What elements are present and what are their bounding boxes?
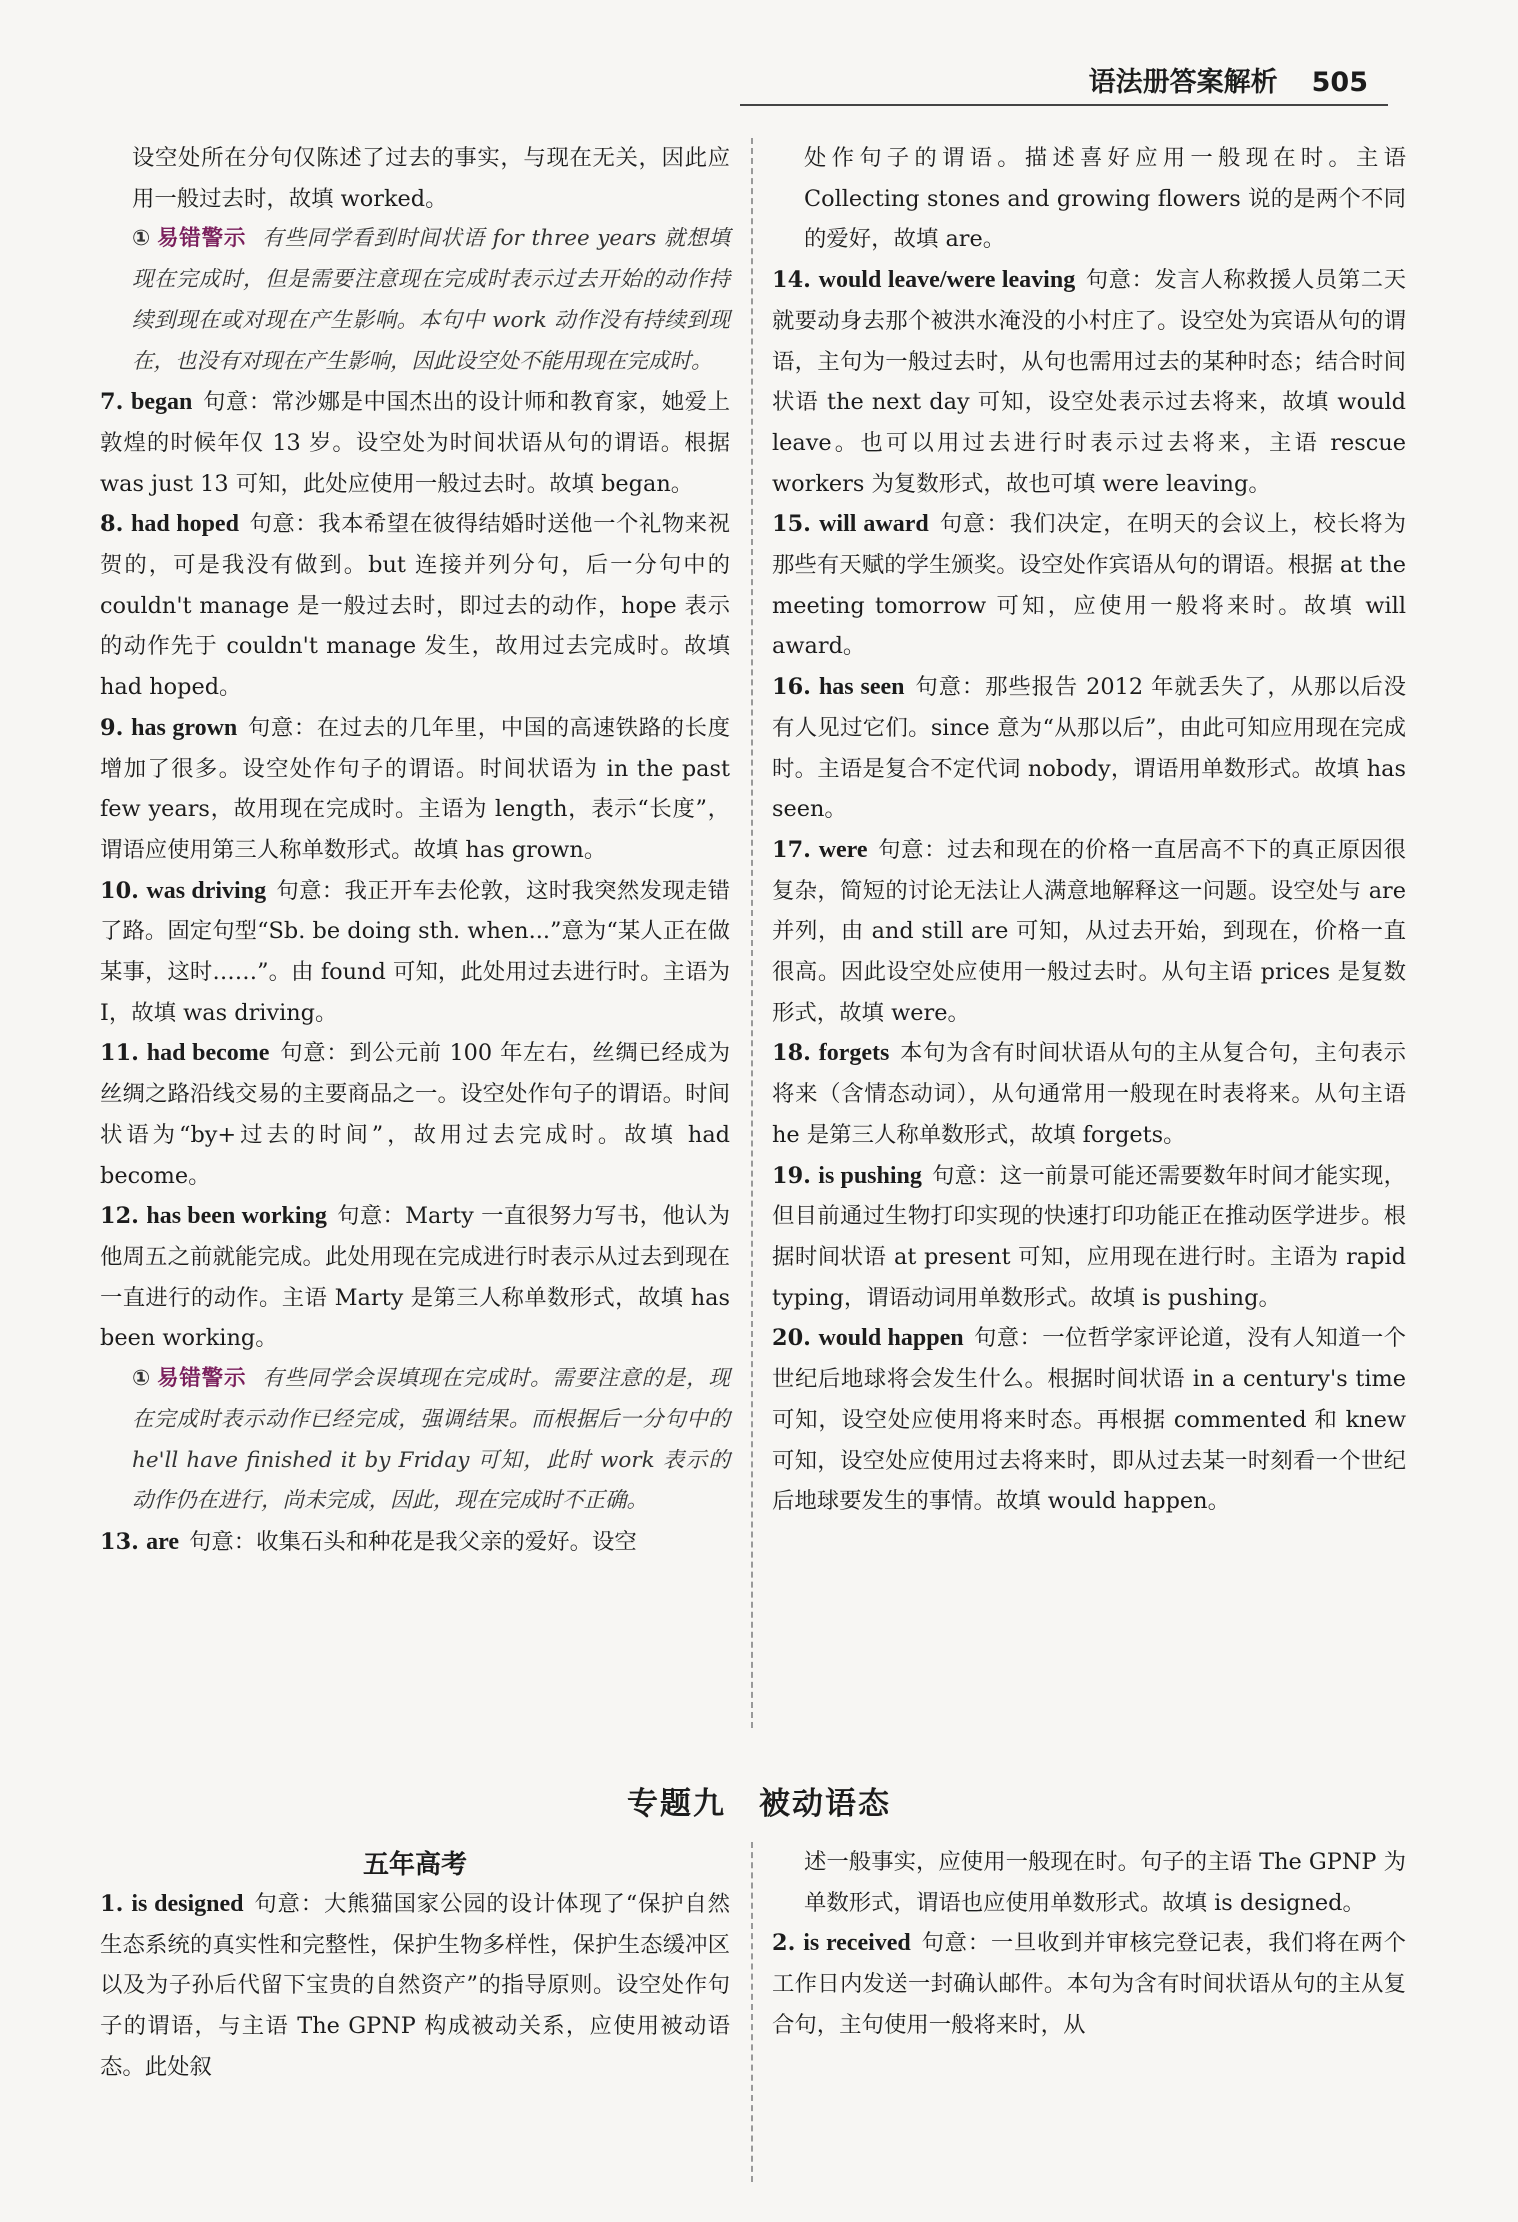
page-header <box>1089 60 1368 99</box>
section-title: 专题九 被动语态 <box>627 1786 891 1822</box>
right-intro: 处作句子的谓语。描述喜好应用一般现在时。主语 Collecting stones and growing flowers 说的是两个不同的爱好，故填 are。 <box>804 145 1406 253</box>
answer: has seen <box>818 674 905 701</box>
answer: would leave/were leaving <box>818 267 1076 294</box>
answer-item-s2 <box>772 1923 1406 2045</box>
answer-item-18 <box>772 1033 1406 1155</box>
answer: would happen <box>818 1325 964 1352</box>
section-subtitle: 五年高考 <box>362 1850 467 1880</box>
answer-item-14 <box>772 260 1406 504</box>
explanation: 句意：我们决定，在明天的会议上，校长将为那些有天赋的学生颁奖。设空处作宾语从句的谓语。根据 at the meeting tomorrow 可知，应使用一般将来时。故填 will award。 <box>772 511 1407 660</box>
explanation: 句意：那些报告 2012 年就丢失了，从那以后没有人见过它们。since 意为“从那以后”，由此可知应用现在完成时。主语是复合不定代词 nobody，谓语用单数形式。故填 has seen。 <box>772 674 1406 823</box>
column-divider <box>751 138 753 1728</box>
answer: was driving <box>146 877 267 904</box>
explanation: 句意：在过去的几年里，中国的高速铁路的长度增加了很多。设空处作句子的谓语。时间状语为 in the past few years，故用现在完成时。主语为 length，表示“长度”，谓语应使用第三人称单数形式。故填 has grown。 <box>100 714 730 863</box>
explanation: 句意：我本希望在彼得结婚时送他一个礼物来祝贺的，可是我没有做到。but 连接并列分句，后一分句中的 couldn't manage 是一般过去时，即过去的动作，hope 表示的动作先于 couldn't manage 发生，故用过去完成时。故填 had hoped。 <box>100 511 731 701</box>
answer-item-10 <box>100 871 730 1034</box>
answer-item-13 <box>100 1522 730 1563</box>
explanation: 本句为含有时间状语从句的主从复合句，主句表示将来（含情态动词），从句通常用一般现在时表将来。从句主语 he 是第三人称单数形式，故填 forgets。 <box>772 1040 1407 1148</box>
item-number: 1. <box>100 1891 124 1917</box>
left-intro: 设空处所在分句仅陈述了过去的事实，与现在无关，因此应用一般过去时，故填 worked。 <box>132 145 730 212</box>
warning-icon: ① <box>132 1366 152 1392</box>
item-number: 8. <box>100 511 124 538</box>
item-number: 12. <box>100 1203 139 1230</box>
answer-item-8 <box>100 504 730 708</box>
answer: has grown <box>131 714 238 741</box>
item-number: 20. <box>772 1325 811 1352</box>
answer: will award <box>819 511 929 538</box>
answer-item-11 <box>100 1033 730 1196</box>
lower-right-column <box>772 1842 1406 2046</box>
explanation: 句意：过去和现在的价格一直居高不下的真正原因很复杂，简短的讨论无法让人满意地解释这一问题。设空处与 are 并列，由 and still are 可知，从过去开始，到现在，价格一直很高。因此设空处应使用一般过去时。从句主语 prices 是复数形式，故填 were。 <box>772 836 1407 1026</box>
answer-item-16 <box>772 667 1406 830</box>
item-number: 16. <box>772 674 811 701</box>
page-number: 505 <box>1311 67 1368 98</box>
explanation: 句意：这一前景可能还需要数年时间才能实现，但目前通过生物打印实现的快速打印功能正在推动医学进步。根据时间状语 at present 可知，应用现在进行时。主语为 rapid typing，谓语动词用单数形式。故填 is pushing。 <box>772 1162 1407 1311</box>
item-number: 17. <box>772 836 811 863</box>
answer: is designed <box>131 1891 244 1917</box>
explanation: 句意：常沙娜是中国杰出的设计师和教育家，她爱上敦煌的时候年仅 13 岁。设空处为时间状语从句的谓语。根据 was just 13 可知，此处应使用一般过去时。故填 began。 <box>100 389 730 497</box>
header-rule <box>740 104 1388 106</box>
answer-item-17 <box>772 830 1406 1034</box>
item-number: 15. <box>772 511 811 538</box>
answer: forgets <box>818 1040 890 1067</box>
answer-item-9 <box>100 708 730 871</box>
item-number: 2. <box>772 1930 796 1957</box>
item-number: 18. <box>772 1040 811 1067</box>
item-number: 13. <box>100 1528 139 1555</box>
item-number: 14. <box>772 267 811 294</box>
explanation: 句意：一位哲学家评论道，没有人知道一个世纪后地球将会发生什么。根据时间状语 in a century's time 可知，设空处应使用将来时态。再根据 commented 和 knew 可知，设空处应使用过去将来时，即从过去某一时刻看一个世纪后地球要发生的事情。故填 would happen。 <box>772 1325 1406 1515</box>
item-s1-continued: 述一般事实，应使用一般现在时。句子的主语 The GPNP 为单数形式，谓语也应使用单数形式。故填 is designed。 <box>804 1849 1406 1916</box>
warning-icon: ① <box>132 226 151 252</box>
explanation: 句意：Marty 一直很努力写书，他认为他周五之前就能完成。此处用现在完成进行时表示从过去到现在一直进行的动作。主语 Marty 是第三人称单数形式，故填 has been working。 <box>100 1203 731 1352</box>
header-title: 语法册答案解析 <box>1088 67 1278 98</box>
item-number: 11. <box>100 1040 139 1067</box>
answer: is received <box>803 1930 911 1957</box>
explanation: 句意：收集石头和种花是我父亲的爱好。设空 <box>188 1528 637 1555</box>
explanation: 句意：大熊猫国家公园的设计体现了“保护自然生态系统的真实性和完整性，保护生物多样性，保护生态缓冲区以及为子孙后代留下宝贵的自然资产”的指导原则。设空处作句子的谓语，与主语 The GPNP 构成被动关系，应使用被动语态。此处叙 <box>100 1891 730 2080</box>
explanation: 句意：一旦收到并审核完登记表，我们将在两个工作日内发送一封确认邮件。本句为含有时间状语从句的主从复合句，主句使用一般将来时，从 <box>772 1930 1407 2038</box>
lower-left-column <box>100 1884 730 2088</box>
answer: had hoped <box>131 511 239 538</box>
answer-item-12 <box>100 1196 730 1359</box>
answer: began <box>131 389 193 416</box>
item-number: 7. <box>100 389 124 416</box>
item-number: 9. <box>100 714 124 741</box>
explanation: 句意：我正开车去伦敦，这时我突然发现走错了路。固定句型“Sb. be doing sth. when...”意为“某人正在做某事，这时……”。由 found 可知，此处用过去进行时。主语为 I，故填 was driving。 <box>100 877 731 1026</box>
explanation: 句意：发言人称救援人员第二天就要动身去那个被洪水淹没的小村庄了。设空处为宾语从句的谓语，主句为一般过去时，从句也需用过去的某种时态；结合时间状语 the next day 可知，设空处表示过去将来，故填 would leave。也可以用过去进行时表示过去将来，主语 rescue workers 为复数形式，故也可填 were leaving。 <box>772 267 1407 497</box>
right-column <box>772 138 1406 1522</box>
answer: had become <box>146 1040 270 1067</box>
warning-text: 有些同学看到时间状语 for three years 就想填现在完成时，但是需要注意现在完成时表示过去开始的动作持续到现在或对现在产生影响。本句中 work 动作没有持续到现在，也没有对现在产生影响，因此设空处不能用现在完成时。 <box>132 226 730 374</box>
answer-item-7 <box>100 382 730 504</box>
answer: are <box>146 1528 179 1555</box>
warning-label: 易错警示 <box>157 226 247 252</box>
answer: is pushing <box>818 1162 922 1189</box>
column-divider-lower <box>751 1842 753 2182</box>
answer-item-15 <box>772 504 1406 667</box>
item-number: 19. <box>772 1162 811 1189</box>
explanation: 句意：到公元前 100 年左右，丝绸已经成为丝绸之路沿线交易的主要商品之一。设空处作句子的谓语。时间状语为“by+过去的时间”，故用过去完成时。故填 had become。 <box>100 1040 731 1189</box>
warning-label: 易错警示 <box>157 1366 247 1392</box>
left-column <box>100 138 730 1563</box>
answer-item-20 <box>772 1318 1406 1522</box>
warning-text: 有些同学会误填现在完成时。需要注意的是，现在完成时表示动作已经完成，强调结果。而根据后一分句中的 he'll have finished it by Friday 可知，此时 work 表示的动作仍在进行，尚未完成，因此，现在完成时不正确。 <box>132 1366 730 1514</box>
answer: has been working <box>146 1203 327 1230</box>
item-number: 10. <box>100 877 139 904</box>
answer-item-s1 <box>100 1884 730 2088</box>
answer-item-19 <box>772 1156 1406 1319</box>
warning-note-2 <box>100 1359 730 1522</box>
answer: were <box>818 836 868 863</box>
warning-note-1 <box>100 219 730 382</box>
